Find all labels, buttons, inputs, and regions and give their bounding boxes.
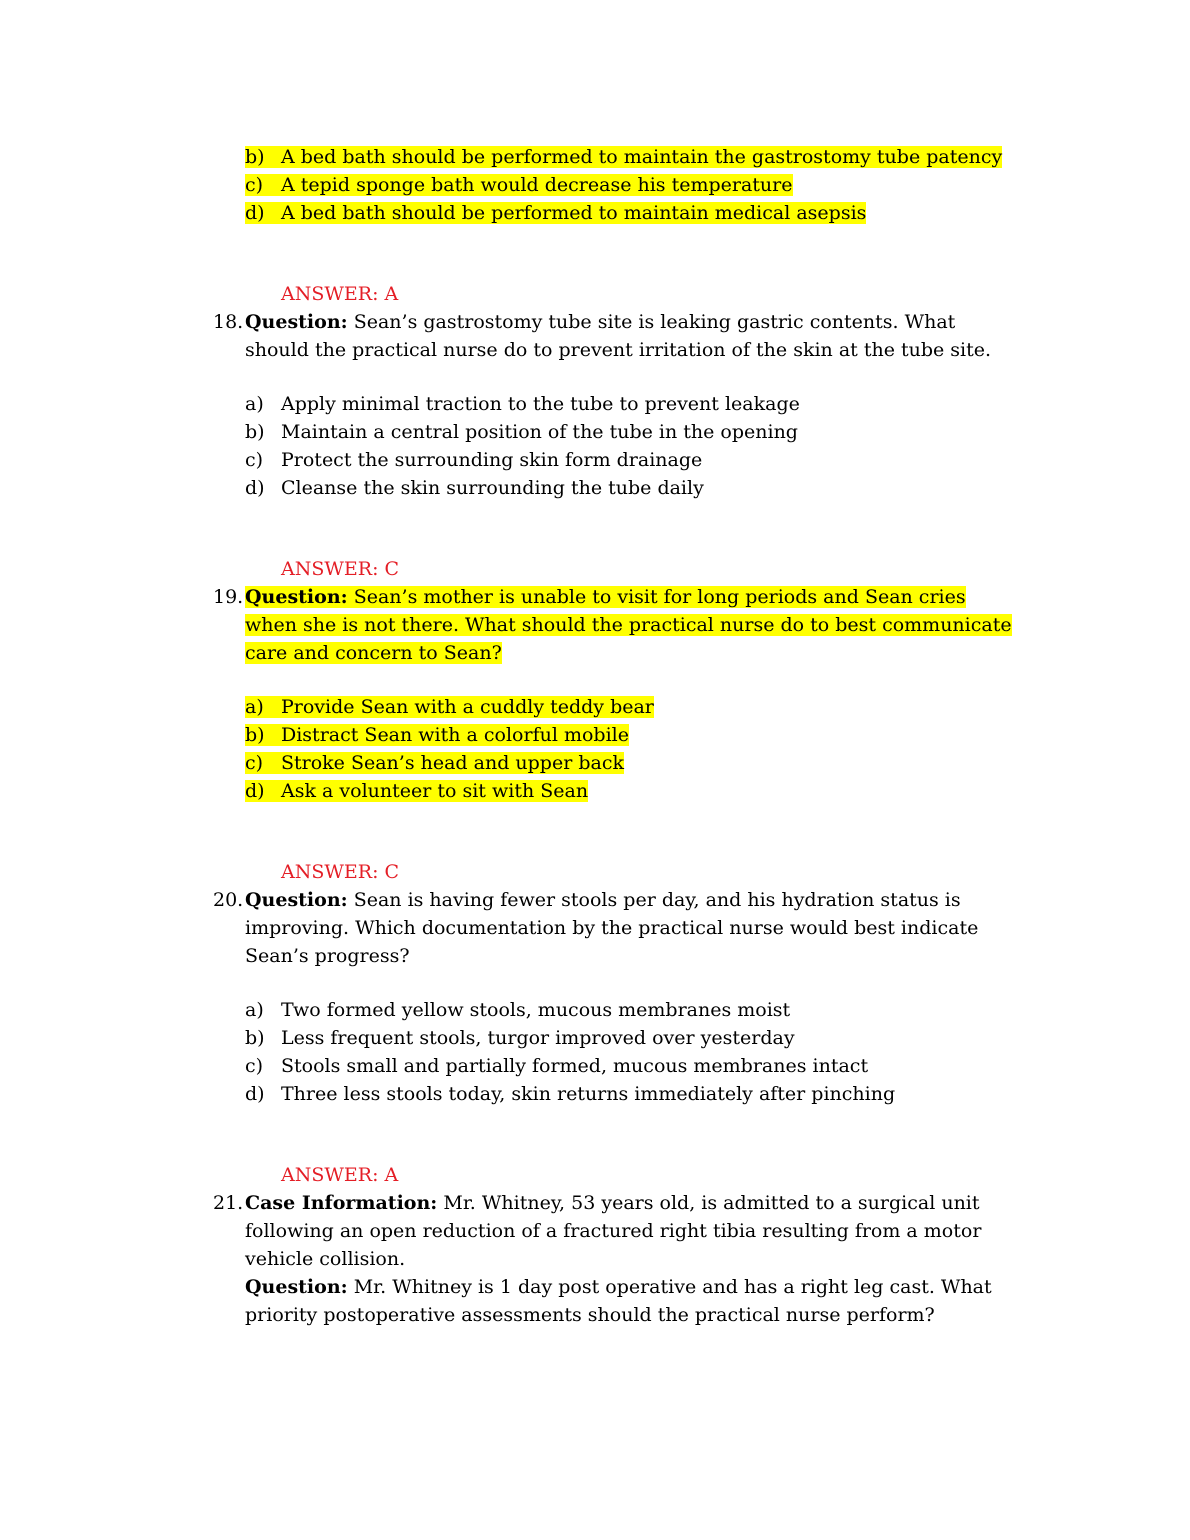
answer-line [281, 858, 1012, 886]
option-text: Protect the surrounding skin form drainage [281, 449, 703, 471]
question-label: Question: [245, 311, 348, 333]
option-letter: c) [245, 174, 264, 196]
option-row [245, 1052, 1012, 1080]
option-text: Apply minimal traction to the tube to prevent leakage [281, 393, 800, 415]
option-row [245, 390, 1012, 418]
highlighted-option [245, 146, 1002, 168]
options-list [245, 996, 1012, 1108]
option-text: Less frequent stools, turgor improved over yesterday [281, 1027, 795, 1049]
options-list [245, 390, 1012, 502]
option-text: Three less stools today, skin returns immediately after pinching [281, 1083, 896, 1105]
answer-label: ANSWER: A [281, 1164, 399, 1186]
question-block-20 [213, 886, 1012, 1189]
option-row [245, 199, 1012, 227]
option-letter: a) [245, 999, 264, 1021]
answer-label: ANSWER: C [281, 558, 400, 580]
question-number: 18. [213, 311, 244, 333]
highlighted-option [245, 174, 793, 196]
option-text: Stroke Sean’s head and upper back [281, 752, 624, 774]
answer-line [281, 280, 1012, 308]
answer-line [281, 555, 1012, 583]
option-row [245, 777, 1012, 805]
question-label: Question: [245, 586, 348, 608]
option-row [245, 474, 1012, 502]
question-number: 20. [213, 889, 244, 911]
option-row [245, 693, 1012, 721]
highlighted-option [245, 752, 624, 774]
highlighted-question [245, 586, 1012, 664]
option-row [245, 1080, 1012, 1108]
option-text: Cleanse the skin surrounding the tube daily [281, 477, 704, 499]
question-block-19 [213, 583, 1012, 886]
option-row [245, 1024, 1012, 1052]
option-row [245, 721, 1012, 749]
option-letter: c) [245, 449, 264, 471]
option-letter: b) [245, 1027, 265, 1049]
highlighted-option [245, 202, 866, 224]
question-stem [213, 308, 1012, 364]
option-letter: c) [245, 1055, 264, 1077]
options-list-partial [245, 143, 1012, 227]
option-letter: b) [245, 146, 265, 168]
option-letter: b) [245, 421, 265, 443]
highlighted-option [245, 724, 629, 746]
question-text: Sean’s gastrostomy tube site is leaking gastric contents. What should the practical nurse do to prevent irritation of the skin at the tube site. [245, 311, 992, 361]
option-text: Two formed yellow stools, mucous membranes moist [281, 999, 791, 1021]
question-text: Mr. Whitney is 1 day post operative and has a right leg cast. What priority postoperative assessments should the practical nurse perform? [245, 1276, 992, 1326]
option-letter: a) [245, 393, 264, 415]
option-text: Stools small and partially formed, mucous membranes intact [281, 1055, 869, 1077]
highlighted-option [245, 696, 654, 718]
answer-label: ANSWER: A [281, 283, 399, 305]
answer-label: ANSWER: C [281, 861, 400, 883]
options-list [245, 693, 1012, 805]
question-number: 19. [213, 586, 244, 608]
option-text: Maintain a central position of the tube in the opening [281, 421, 798, 443]
case-text: Mr. Whitney, 53 years old, is admitted to a surgical unit following an open reduction of a fractured right tibia resulting from a motor vehicle collision. [245, 1192, 982, 1270]
question-stem [213, 583, 1012, 667]
option-letter: c) [245, 752, 264, 774]
option-row [245, 418, 1012, 446]
answer-line [281, 1161, 1012, 1189]
question-label: Question: [245, 1276, 348, 1298]
option-letter: d) [245, 477, 265, 499]
highlighted-option [245, 780, 588, 802]
option-text: Distract Sean with a colorful mobile [281, 724, 629, 746]
option-letter: d) [245, 202, 265, 224]
option-letter: a) [245, 696, 264, 718]
option-row [245, 996, 1012, 1024]
option-text: Provide Sean with a cuddly teddy bear [281, 696, 654, 718]
option-row [245, 171, 1012, 199]
option-letter: b) [245, 724, 265, 746]
question-text: Sean’s mother is unable to visit for long periods and Sean cries when she is not there. What should the practical nurse do to best communicate care and concern to Sean? [245, 586, 1012, 664]
option-letter: d) [245, 1083, 265, 1105]
case-information [213, 1189, 1012, 1273]
question-block-21 [213, 1189, 1012, 1329]
question-stem [213, 1273, 1012, 1329]
question-text: Sean is having fewer stools per day, and his hydration status is improving. Which documentation by the practical nurse would best indicate Sean’s progress? [245, 889, 979, 967]
question-label: Question: [245, 889, 348, 911]
option-letter: d) [245, 780, 265, 802]
question-number: 21. [213, 1192, 244, 1214]
option-text: Ask a volunteer to sit with Sean [281, 780, 589, 802]
question-block-18 [213, 308, 1012, 583]
option-row [245, 749, 1012, 777]
option-text: A bed bath should be performed to maintain the gastrostomy tube patency [281, 146, 1003, 168]
option-text: A bed bath should be performed to maintain medical asepsis [281, 202, 867, 224]
option-row [245, 143, 1012, 171]
question-stem [213, 886, 1012, 970]
option-row [245, 446, 1012, 474]
case-label: Case Information: [245, 1192, 438, 1214]
option-text: A tepid sponge bath would decrease his temperature [281, 174, 793, 196]
